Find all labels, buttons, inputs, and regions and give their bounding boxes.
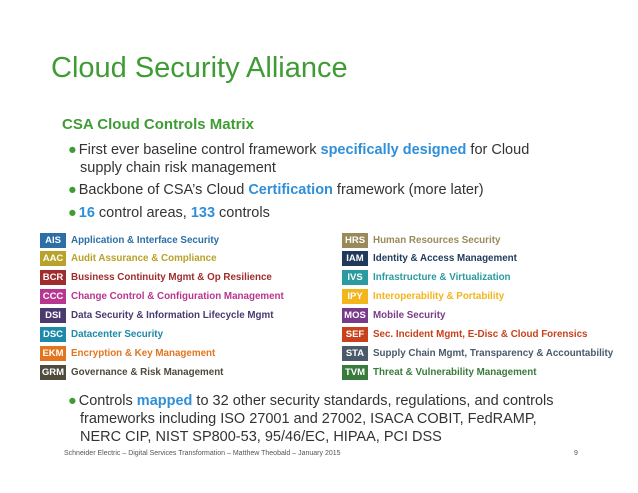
highlight-area-count: 16 — [78, 205, 95, 221]
highlight-certification: Certification — [248, 182, 333, 198]
footer-text: Schneider Electric – Digital Services Transformation – Matthew Theobald – January 2015 — [64, 450, 341, 457]
control-domain-name: Data Security & Information Lifecycle Mgmt — [71, 310, 274, 322]
bullet-dot-icon: ● — [68, 142, 77, 158]
control-domain-grm — [40, 363, 284, 381]
control-code-badge: IAM — [342, 251, 368, 266]
bullet-mapped: ● Controls mapped to 32 other security standards, regulations, and controls frameworks including ISO 27001 and 27002, ISACA COBIT, FedRAMP, NERC CIP, NIST SP800-53, 95/46/EC, HIPAA, PCI DSS — [68, 393, 554, 445]
control-domain-name: Change Control & Configuration Management — [71, 291, 284, 303]
control-domains-left — [40, 231, 284, 382]
control-domain-aac — [40, 250, 284, 268]
control-domain-name: Business Continuity Mgmt & Op Resilience — [71, 272, 272, 284]
control-domain-dsi — [40, 307, 284, 325]
control-code-badge: MOS — [342, 308, 368, 323]
control-domain-name: Sec. Incident Mgmt, E-Disc & Cloud Forensics — [373, 328, 588, 340]
bullet-control-areas: ● 16 control areas, 133 controls — [68, 205, 270, 221]
control-domain-ekm — [40, 344, 284, 362]
control-domains-right — [342, 231, 613, 382]
control-domain-name: Encryption & Key Management — [71, 347, 216, 359]
slide-title: Cloud Security Alliance — [51, 52, 348, 84]
control-code-badge: GRM — [41, 366, 65, 378]
control-domain-sta — [342, 344, 613, 362]
control-code-badge: BCR — [40, 270, 66, 285]
control-domain-hrs — [342, 231, 613, 249]
control-domain-name: Interoperability & Portability — [373, 291, 505, 303]
control-code-badge: SEF — [342, 327, 368, 342]
bullet-baseline: ● First ever baseline control framework specifically designed for Cloud supply chain risk management — [68, 142, 530, 176]
bullet-backbone: ● Backbone of CSA’s Cloud Certification framework (more later) — [68, 182, 484, 198]
bullet-dot-icon: ● — [68, 393, 77, 409]
bullet-dot-icon: ● — [68, 182, 77, 198]
control-code-badge: HRS — [342, 233, 368, 248]
control-domain-ipy — [342, 288, 613, 306]
control-domain-dsc — [40, 325, 284, 343]
control-domain-name: Mobile Security — [373, 310, 446, 322]
control-domain-name: Audit Assurance & Compliance — [71, 253, 217, 265]
page-number: 9 — [574, 450, 578, 457]
control-domain-mos — [342, 307, 613, 325]
control-code-badge: TVM — [342, 365, 368, 380]
highlight-specifically-designed: specifically designed — [320, 142, 467, 158]
bullet-dot-icon: ● — [68, 205, 77, 221]
control-code-badge: STA — [342, 346, 368, 361]
control-domain-tvm — [342, 363, 613, 381]
highlight-mapped: mapped — [136, 393, 193, 409]
control-code-badge: EKM — [40, 346, 66, 361]
control-domain-name: Application & Interface Security — [71, 234, 220, 246]
control-domain-name: Supply Chain Mgmt, Transparency & Accountability — [373, 347, 614, 359]
control-code-badge: IVS — [342, 270, 368, 285]
control-domain-name: Human Resources Security — [373, 234, 501, 246]
control-domain-name: Governance & Risk Management — [71, 366, 224, 378]
control-code-badge: CCC — [40, 289, 66, 304]
control-domain-ccc — [40, 288, 284, 306]
control-domain-name: Datacenter Security — [71, 328, 164, 340]
control-domain-ais — [40, 231, 284, 249]
control-domain-sef — [342, 325, 613, 343]
control-code-badge: AIS — [40, 233, 66, 248]
control-domain-bcr — [40, 269, 284, 287]
control-domain-name: Identity & Access Management — [373, 253, 517, 265]
control-domain-name: Threat & Vulnerability Management — [373, 366, 537, 378]
highlight-control-count: 133 — [190, 205, 216, 221]
control-code-badge: IPY — [342, 289, 368, 304]
slide-subtitle: CSA Cloud Controls Matrix — [62, 116, 254, 133]
control-code-badge: DSI — [40, 308, 66, 323]
control-code-badge: DSC — [40, 327, 66, 342]
control-domain-name: Infrastructure & Virtualization — [373, 272, 511, 284]
control-domain-iam — [342, 250, 613, 268]
control-code-badge: AAC — [40, 251, 66, 266]
control-domain-ivs — [342, 269, 613, 287]
